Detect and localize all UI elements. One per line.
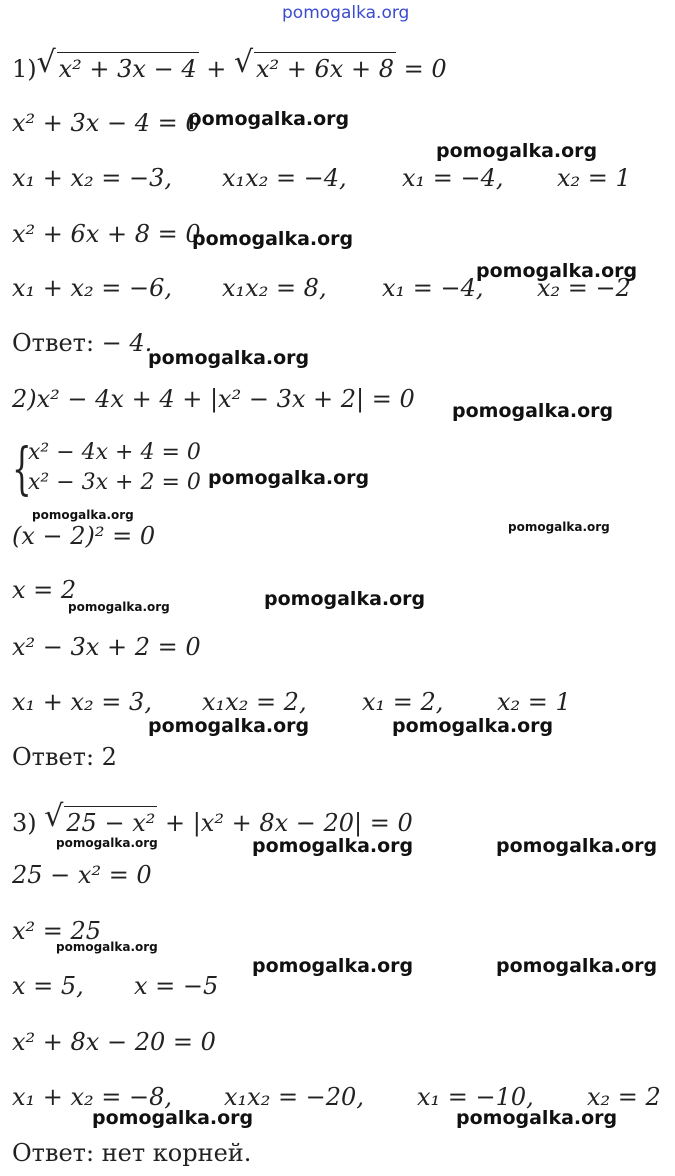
problem-number: 3)	[12, 809, 37, 837]
radical-sign-icon: √	[36, 45, 56, 80]
p3-equation-2: x² = 25	[12, 917, 102, 945]
system-brace: {	[12, 437, 32, 502]
watermark: pomogalka.org	[452, 400, 614, 422]
p3-equation-1: 25 − x² = 0	[12, 861, 152, 889]
problem-number: 1)	[12, 55, 37, 83]
watermark: pomogalka.org	[56, 940, 158, 954]
watermark: pomogalka.org	[188, 108, 350, 130]
radical: √ 25 − x²	[44, 799, 156, 837]
problem2-heading: 2)x² − 4x + 4 + |x² − 3x + 2| = 0	[12, 385, 415, 413]
problem1-heading: 1) √ x² + 3x − 4 + √ x² + 6x + 8 = 0	[12, 45, 447, 83]
radical-sign-icon: √	[234, 45, 254, 80]
p2-answer: Ответ: 2	[12, 743, 117, 771]
p1-answer: Ответ: − 4.	[12, 329, 153, 357]
watermark: pomogalka.org	[208, 467, 370, 489]
p3-equation-3: x² + 8x − 20 = 0	[12, 1028, 216, 1056]
radical-a: √ x² + 3x − 4	[36, 45, 197, 83]
watermark-top[interactable]: pomogalka.org	[282, 3, 410, 23]
watermark: pomogalka.org	[148, 715, 310, 737]
watermark: pomogalka.org	[392, 715, 554, 737]
radical-b: √ x² + 6x + 8	[234, 45, 394, 83]
watermark: pomogalka.org	[264, 588, 426, 610]
p3-vieta: x₁ + x₂ = −8, x₁x₂ = −20, x₁ = −10, x₂ = 2	[12, 1083, 661, 1111]
p1-equation-2: x² + 6x + 8 = 0	[12, 220, 201, 248]
watermark: pomogalka.org	[496, 835, 658, 857]
watermark: pomogalka.org	[68, 600, 170, 614]
watermark: pomogalka.org	[476, 260, 638, 282]
p2-solution-1: x = 2	[12, 576, 77, 604]
watermark: pomogalka.org	[92, 1107, 254, 1129]
watermark: pomogalka.org	[508, 520, 610, 534]
p2-system-eq-2: x² − 3x + 2 = 0	[28, 470, 201, 495]
p3-answer: Ответ: нет корней.	[12, 1139, 252, 1167]
p2-vieta: x₁ + x₂ = 3, x₁x₂ = 2, x₁ = 2, x₂ = 1	[12, 688, 571, 716]
watermark: pomogalka.org	[456, 1107, 618, 1129]
p2-system-eq-1: x² − 4x + 4 = 0	[28, 440, 201, 465]
watermark: pomogalka.org	[252, 835, 414, 857]
p1-equation-1: x² + 3x − 4 = 0	[12, 109, 201, 137]
p2-equation-2: x² − 3x + 2 = 0	[12, 633, 201, 661]
problem3-heading: 3) √ 25 − x² + |x² + 8x − 20| = 0	[12, 799, 413, 837]
watermark: pomogalka.org	[192, 228, 354, 250]
radical-sign-icon: √	[44, 799, 64, 834]
p2-equation-1: (x − 2)² = 0	[12, 522, 156, 550]
watermark: pomogalka.org	[148, 347, 310, 369]
p1-vieta-2: x₁ + x₂ = −6, x₁x₂ = 8, x₁ = −4, x₂ = −2	[12, 274, 631, 302]
watermark: pomogalka.org	[56, 836, 158, 850]
watermark: pomogalka.org	[436, 140, 598, 162]
watermark: pomogalka.org	[496, 955, 658, 977]
p1-vieta-1: x₁ + x₂ = −3, x₁x₂ = −4, x₁ = −4, x₂ = 1	[12, 164, 631, 192]
watermark: pomogalka.org	[32, 508, 134, 522]
watermark: pomogalka.org	[252, 955, 414, 977]
p3-solutions: x = 5, x = −5	[12, 972, 219, 1000]
